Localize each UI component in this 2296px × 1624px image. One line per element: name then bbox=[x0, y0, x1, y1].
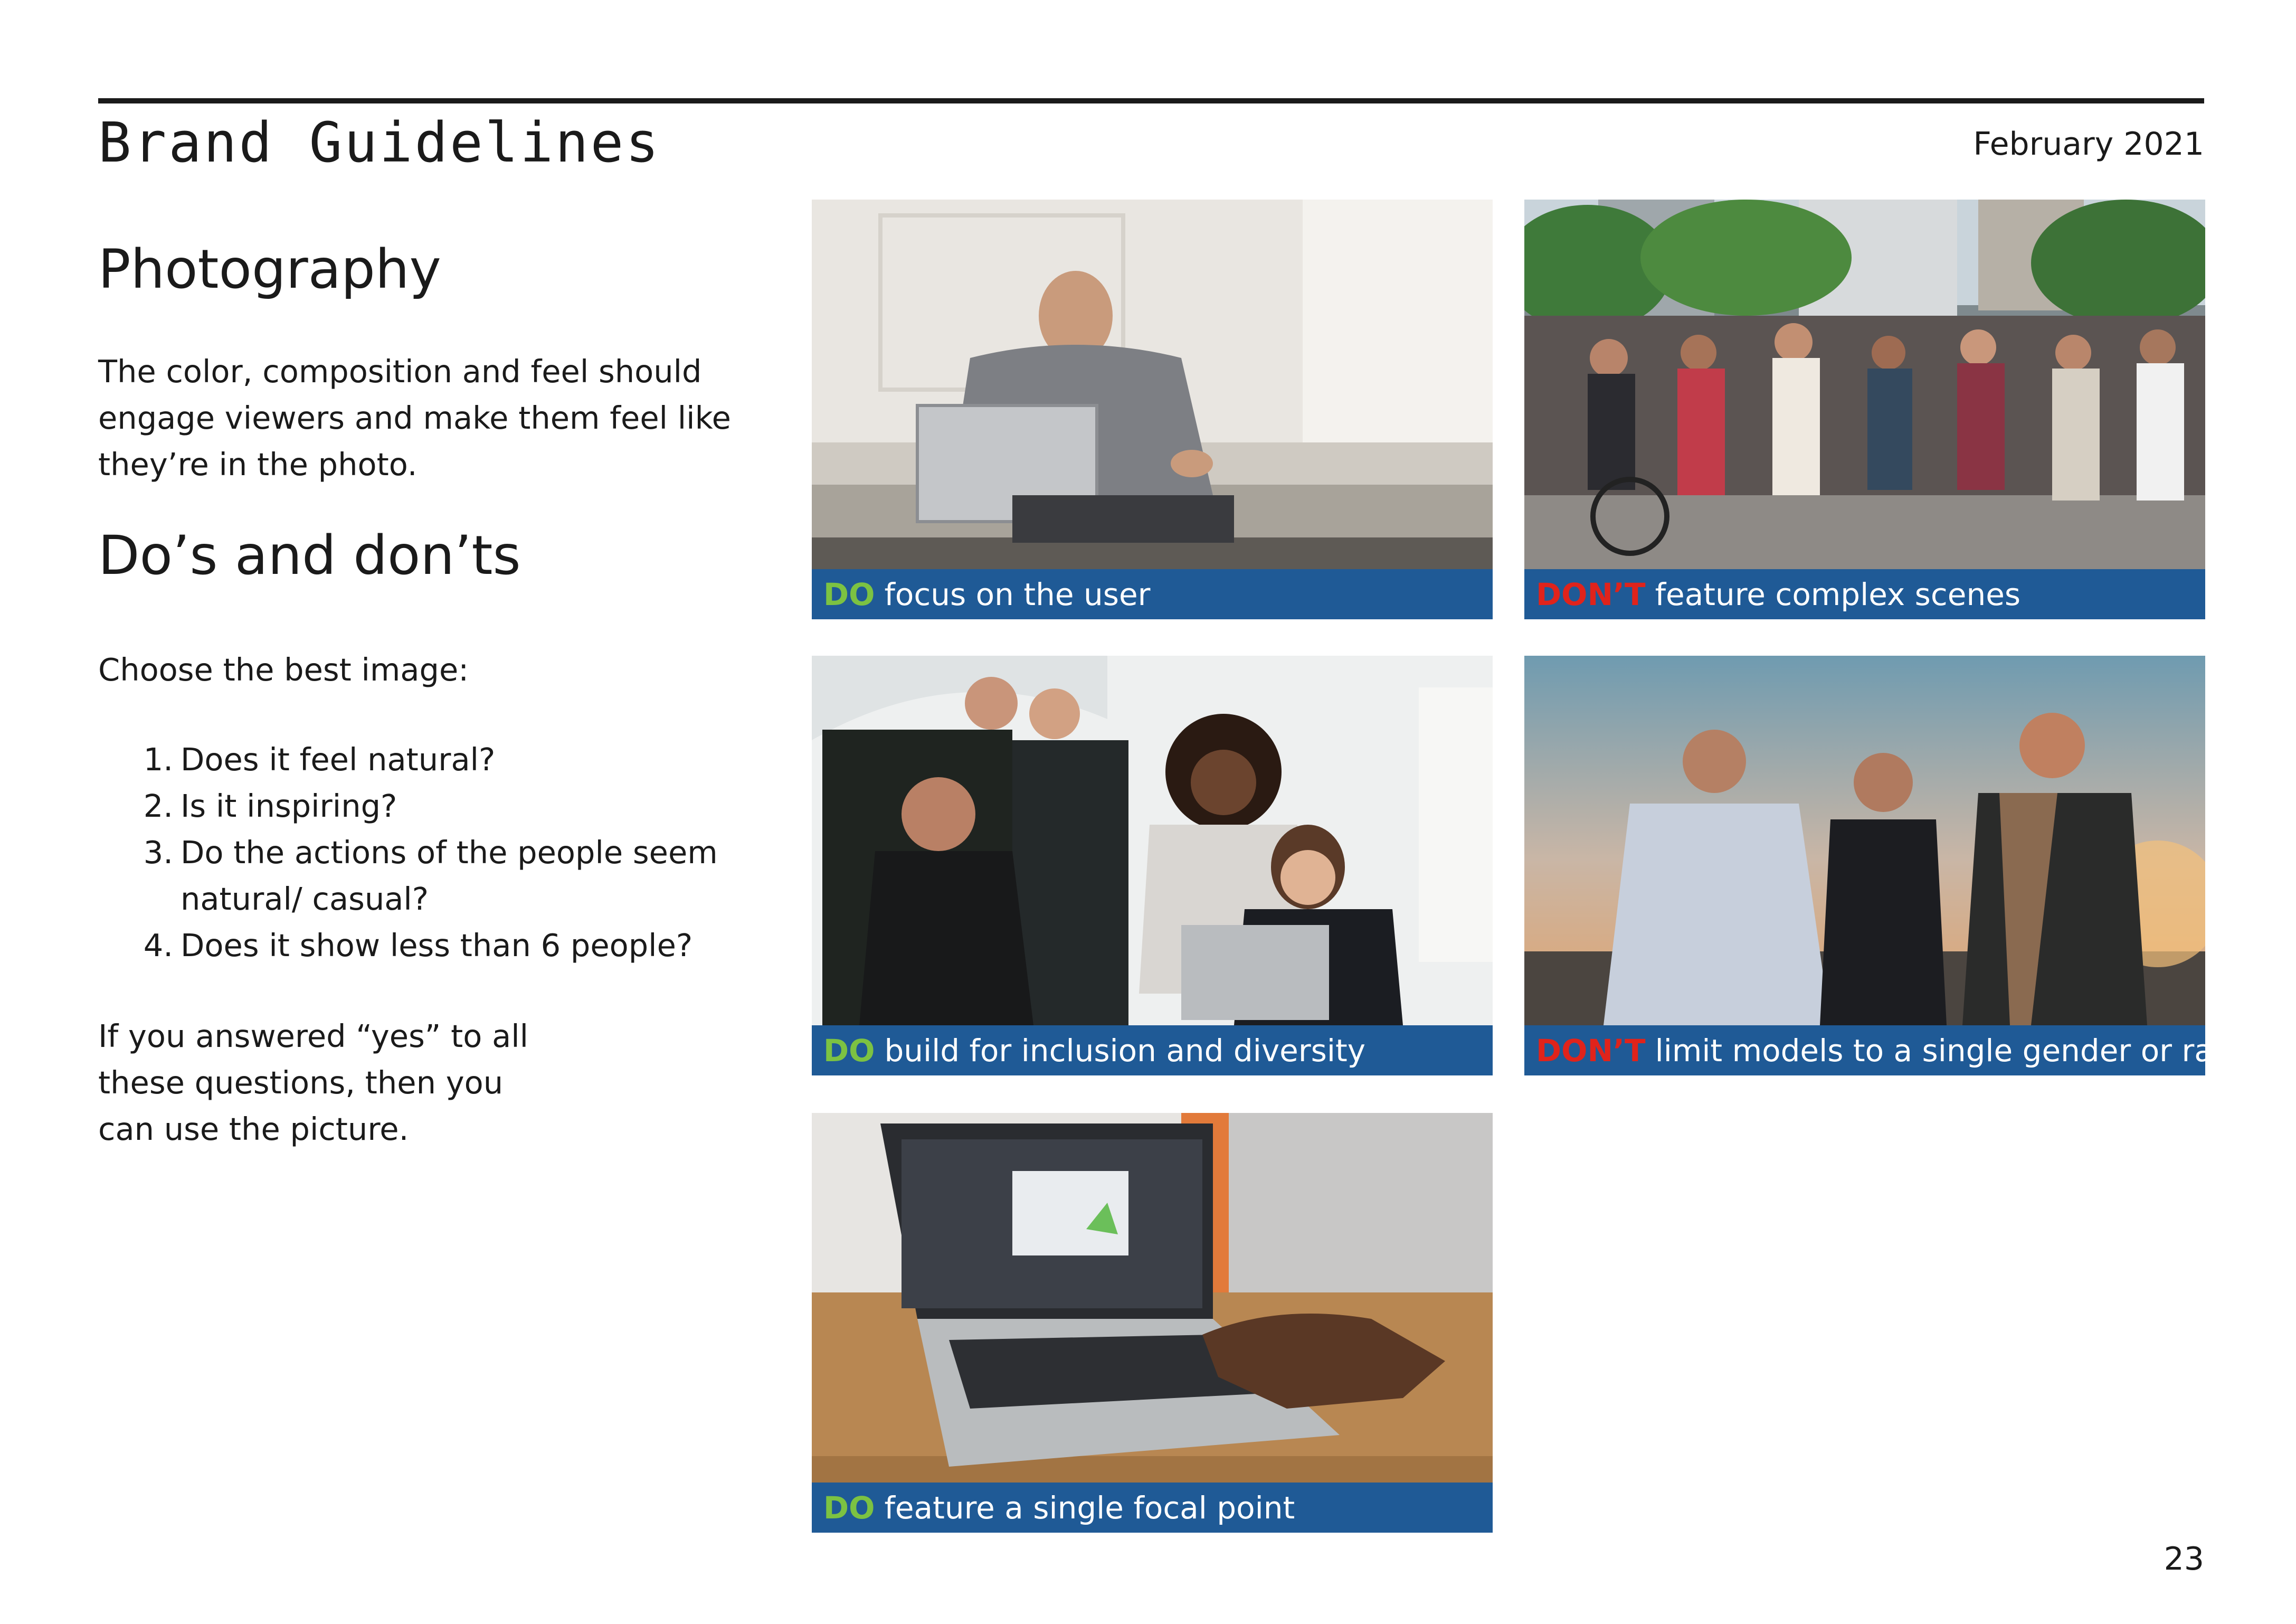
text-column bbox=[98, 238, 784, 1153]
caption bbox=[1524, 1025, 2249, 1075]
section-heading-dos-donts: Do’s and don’ts bbox=[98, 524, 521, 588]
header-rule bbox=[98, 98, 2204, 103]
photo-man-on-sofa bbox=[812, 200, 1493, 569]
do-tag: DO bbox=[823, 1032, 875, 1069]
caption bbox=[812, 569, 1493, 619]
caption-text: limit models to a single gender or race bbox=[1655, 1032, 2249, 1069]
section-heading-photography: Photography bbox=[98, 238, 441, 301]
example-card-inclusion bbox=[812, 656, 1493, 1075]
caption-text: feature complex scenes bbox=[1655, 576, 2021, 612]
dont-tag: DON’T bbox=[1536, 1032, 1646, 1069]
question-text: Does it feel natural? bbox=[181, 741, 496, 778]
caption bbox=[1524, 569, 2205, 619]
caption-text: feature a single focal point bbox=[884, 1489, 1295, 1526]
question-text: Does it show less than 6 people? bbox=[181, 927, 693, 964]
document-date: February 2021 bbox=[1973, 126, 2204, 163]
caption-text: focus on the user bbox=[884, 576, 1151, 612]
photo-team-at-laptop bbox=[812, 656, 1493, 1025]
question-item bbox=[98, 783, 784, 829]
question-number: 2. bbox=[143, 787, 173, 824]
do-tag: DO bbox=[823, 576, 875, 612]
example-card-complex-scenes bbox=[1524, 200, 2205, 619]
photo-men-at-sunset bbox=[1524, 656, 2205, 1025]
do-tag: DO bbox=[823, 1489, 875, 1526]
photo-crowded-street bbox=[1524, 200, 2205, 569]
dont-tag: DON’T bbox=[1536, 576, 1646, 612]
caption-text: build for inclusion and diversity bbox=[884, 1032, 1366, 1069]
question-text: Is it inspiring? bbox=[181, 787, 397, 824]
photography-intro: The color, composition and feel should engage viewers and make them feel like they’re in the photo. bbox=[98, 353, 731, 483]
page-number: 23 bbox=[2164, 1541, 2204, 1578]
question-item bbox=[98, 829, 784, 922]
example-card-focal-point bbox=[812, 1113, 1493, 1533]
question-item bbox=[98, 737, 784, 783]
document-title: Brand Guidelines bbox=[98, 110, 661, 175]
question-number: 3. bbox=[143, 834, 173, 871]
caption bbox=[812, 1025, 1493, 1075]
question-list bbox=[98, 737, 784, 969]
example-card-single-gender bbox=[1524, 656, 2249, 1075]
caption bbox=[812, 1483, 1493, 1533]
example-card-focus-user bbox=[812, 200, 1493, 619]
question-number: 1. bbox=[143, 741, 173, 778]
conclusion-text: If you answered “yes” to all these questions, then you can use the picture. bbox=[98, 1017, 529, 1147]
photo-laptop-focal-point bbox=[812, 1113, 1493, 1483]
question-item bbox=[98, 922, 784, 969]
choose-prompt: Choose the best image: bbox=[98, 651, 469, 688]
question-number: 4. bbox=[143, 927, 173, 964]
question-text: Do the actions of the people seem natural/ casual? bbox=[181, 834, 718, 917]
